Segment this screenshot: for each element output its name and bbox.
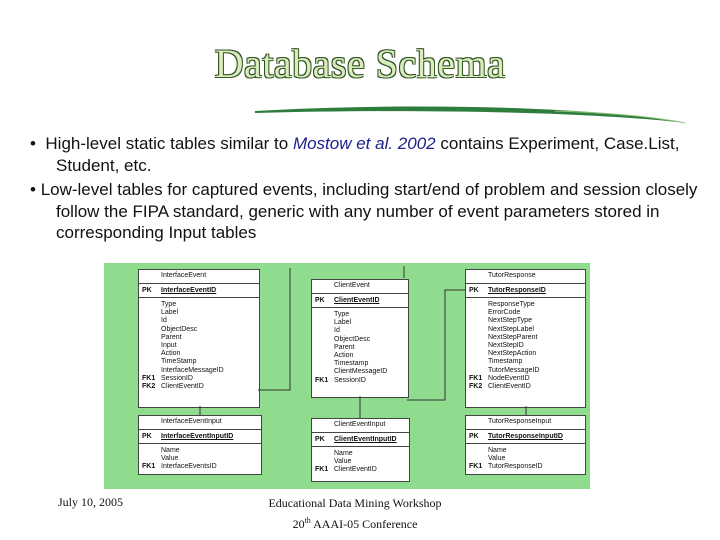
primary-key-row: PK TutorResponseID — [466, 284, 585, 298]
primary-key-row: PK InterfaceEventID — [139, 284, 259, 298]
table-field: Type — [161, 301, 177, 308]
table-name: TutorResponse — [466, 270, 585, 284]
table-field: Label — [161, 309, 179, 317]
table-field: ErrorCode — [488, 309, 521, 317]
table-field: Value — [161, 455, 179, 463]
table-field: Id — [334, 327, 340, 335]
primary-key-row: PK ClientEventInputID — [312, 433, 409, 447]
table-field: ObjectDesc — [334, 335, 371, 343]
table-name: InterfaceEventInput — [139, 416, 261, 430]
table-field: Timestamp — [334, 360, 369, 368]
table-field: NextStepID — [488, 342, 524, 350]
title-underline — [255, 99, 685, 129]
table-name: ClientEventInput — [312, 419, 409, 433]
table-interface-event — [138, 269, 260, 408]
table-field: FK1 SessionID — [142, 374, 193, 382]
footer-event: Educational Data Mining Workshop 20th AAAI-05 Conference — [268, 496, 442, 531]
table-field: FK1 TutorResponseID — [469, 463, 543, 471]
table-field: Parent — [334, 343, 355, 351]
bullet-item: • Low-level tables for captured events, including start/end of problem and session closely follow the FIPA standard, generic with any number of event parameters stored in corresponding Input tables — [30, 180, 698, 242]
bullet-list — [30, 133, 700, 247]
table-field: Name — [488, 447, 507, 454]
table-field: ClientMessageID — [334, 368, 388, 376]
table-field: Input — [161, 342, 177, 350]
table-field: FK1 SessionID — [315, 376, 366, 384]
table-field: FK2 ClientEventID — [469, 383, 531, 391]
table-field: NextStepAction — [488, 350, 537, 358]
table-client-event — [311, 279, 409, 398]
table-field: Value — [334, 458, 352, 466]
table-field: ResponseType — [488, 301, 535, 308]
table-field: Label — [334, 319, 352, 327]
table-tutor-response — [465, 269, 586, 408]
table-name: TutorResponseInput — [466, 416, 585, 430]
table-field: Id — [161, 317, 167, 325]
table-field: Type — [334, 311, 350, 318]
table-field: Name — [161, 447, 180, 454]
table-field: FK1 NodeEventID — [469, 374, 530, 382]
table-field: ObjectDesc — [161, 325, 198, 333]
table-field: Name — [334, 450, 353, 457]
table-field: FK1 InterfaceEventsID — [142, 463, 217, 471]
schema-diagram — [104, 263, 590, 489]
primary-key-row: PK InterfaceEventInputID — [139, 430, 261, 444]
table-name: ClientEvent — [312, 280, 408, 294]
slide-title: Database Schema — [214, 41, 506, 86]
footer-date: July 10, 2005 — [58, 495, 124, 509]
citation: Mostow et al. 2002 — [292, 134, 436, 153]
table-field: NextStepType — [488, 317, 532, 325]
primary-key-row: PK TutorResponseInputID — [466, 430, 585, 444]
table-name: InterfaceEvent — [139, 270, 259, 284]
table-client-event-input — [311, 418, 410, 482]
primary-key-row: PK ClientEventID — [312, 294, 408, 308]
table-field: TimeStamp — [161, 358, 197, 366]
table-field: Action — [334, 352, 354, 360]
table-field: Action — [161, 350, 181, 358]
bullet-item: • High-level static tables similar to Mostow et al. 2002 contains Experiment, Case.List, Student, etc. — [30, 134, 680, 175]
table-tutor-response-input — [465, 415, 586, 475]
table-field: NextStepParent — [488, 333, 538, 341]
table-field: FK1 ClientEventID — [315, 466, 377, 474]
table-interface-event-input — [138, 415, 262, 475]
table-field: NextStepLabel — [488, 325, 534, 333]
table-field: Parent — [161, 333, 182, 341]
table-field: Value — [488, 455, 506, 463]
table-field: InterfaceMessageID — [161, 366, 224, 374]
table-field: TutorMessageID — [488, 366, 540, 374]
table-field: FK2 ClientEventID — [142, 383, 204, 391]
table-field: Timestamp — [488, 358, 523, 366]
